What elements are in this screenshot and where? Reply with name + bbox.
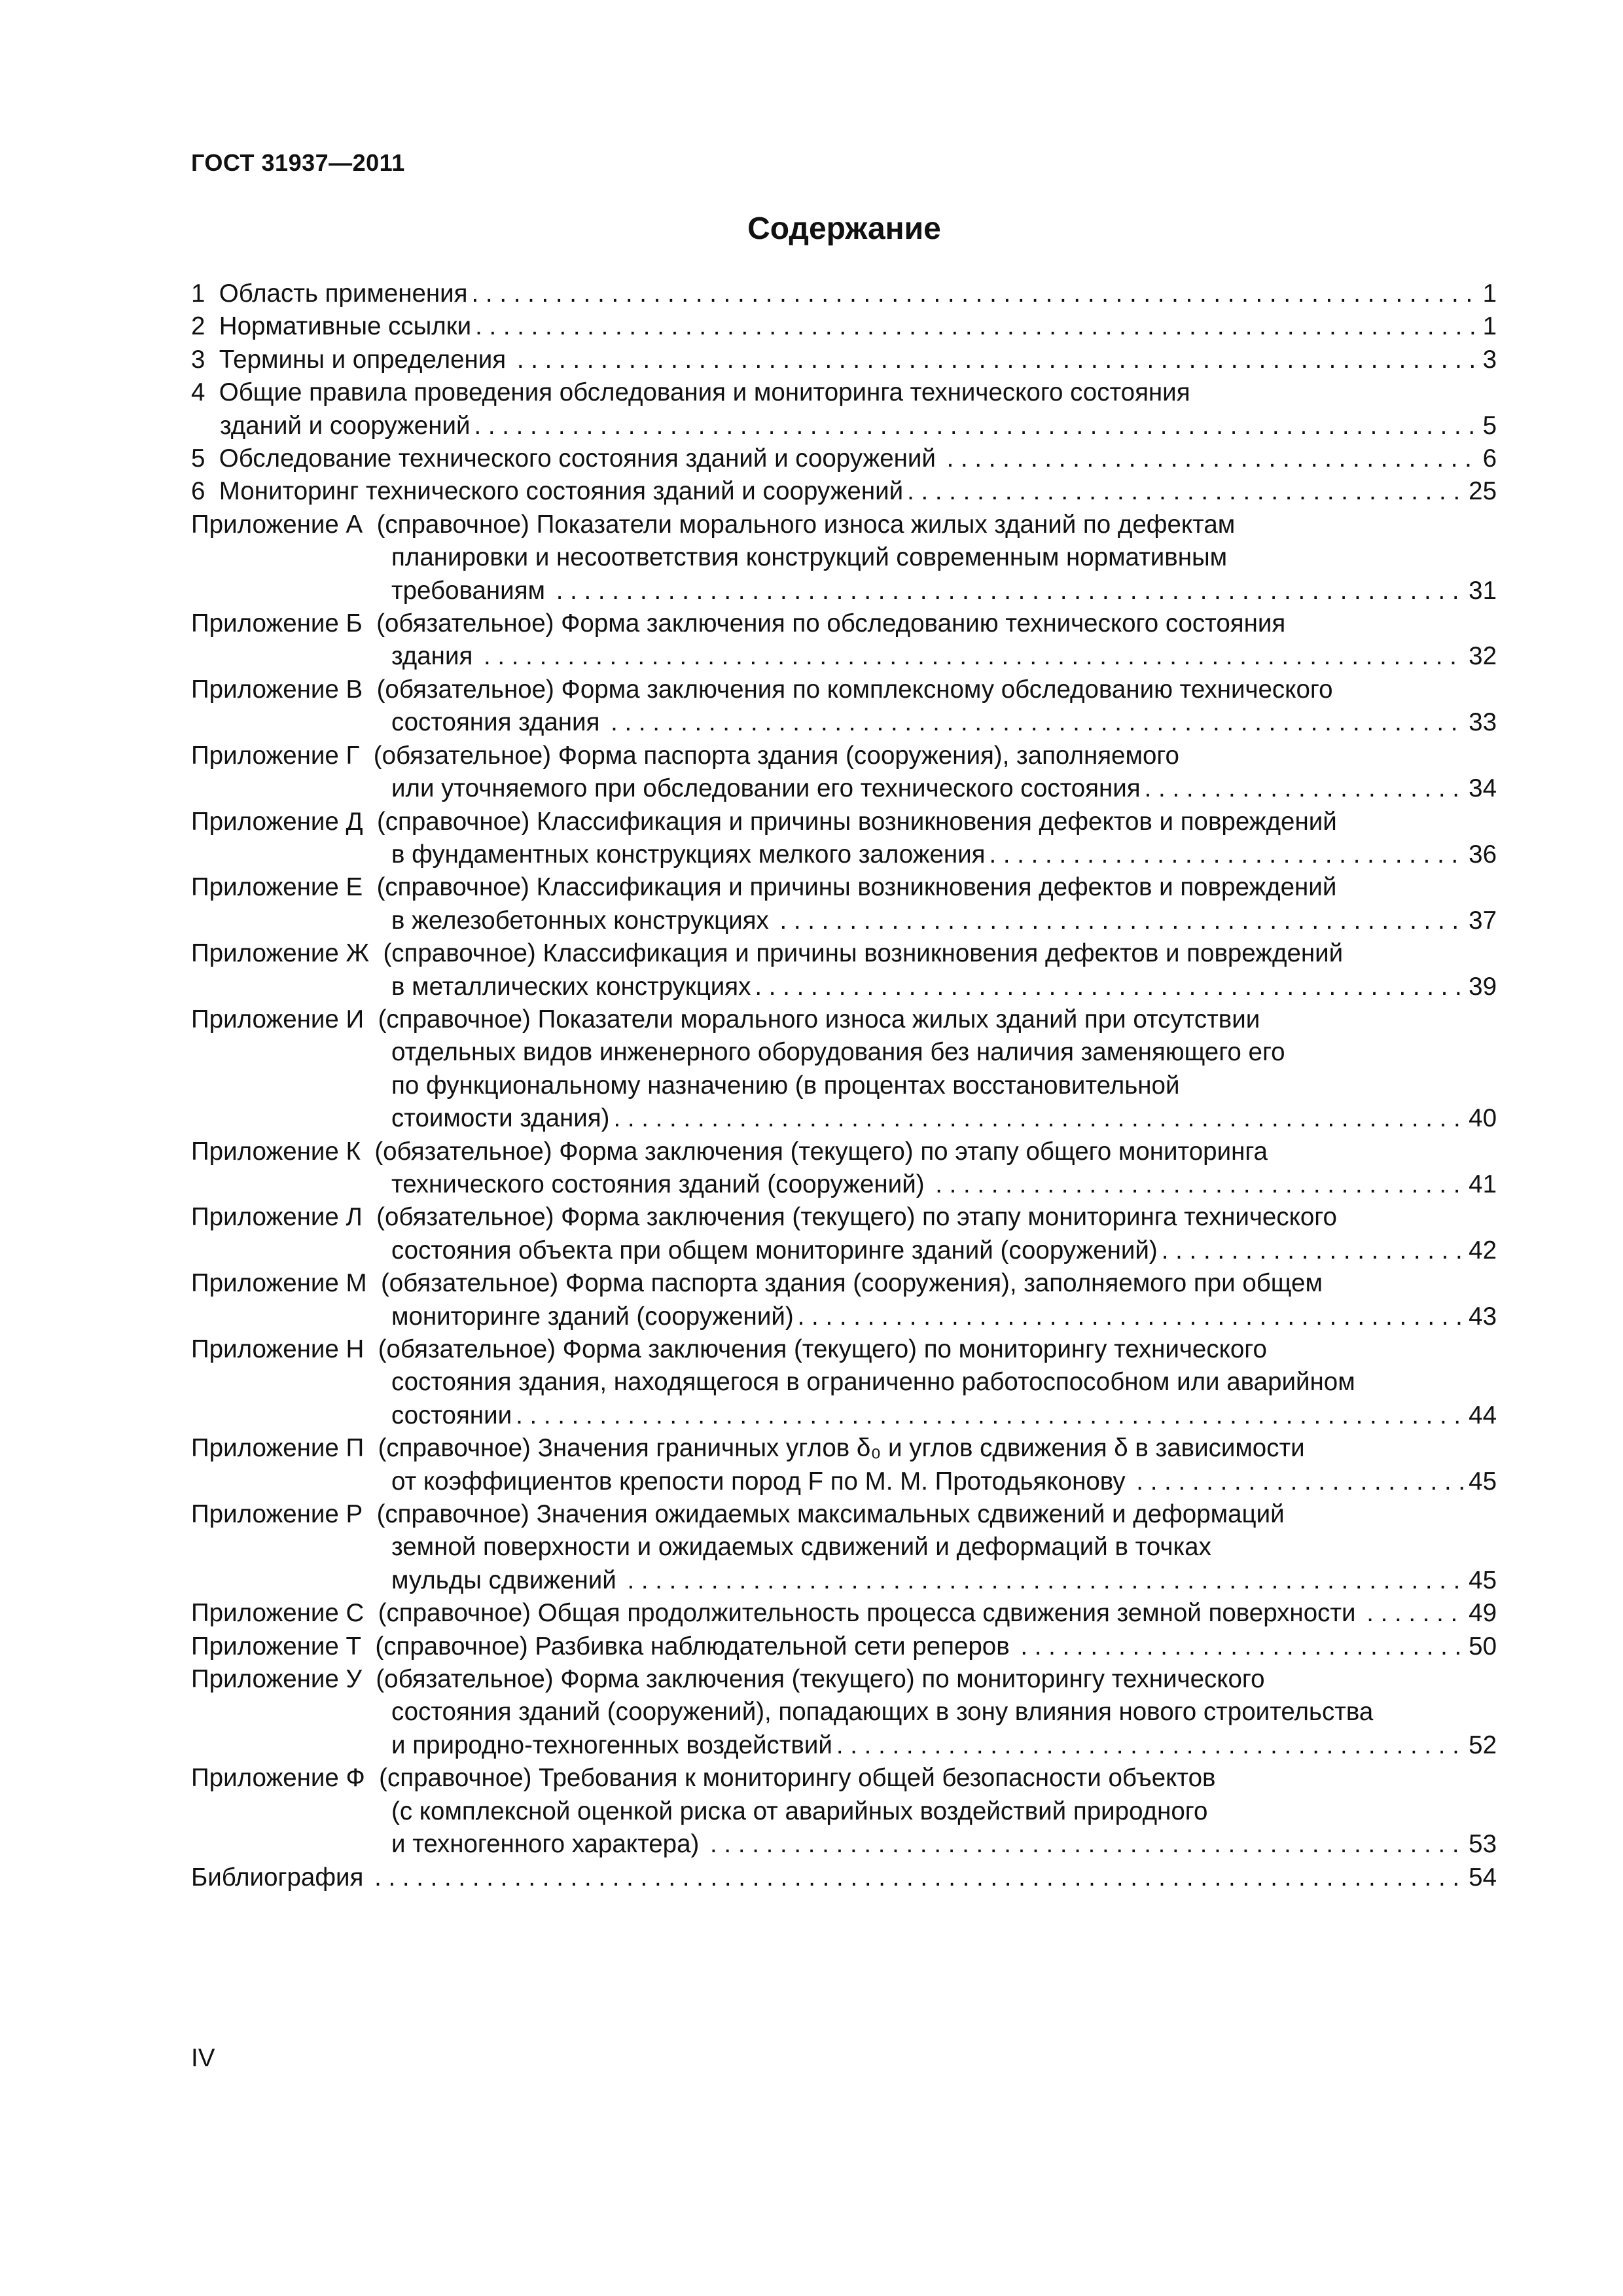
toc-leader-dots bbox=[751, 971, 1466, 1003]
toc-leader-dots bbox=[776, 905, 1466, 937]
toc-entry-text: состояния зданий (сооружений), попадающих в зону влияния нового строительства bbox=[391, 1698, 1374, 1727]
toc-entry-title bbox=[191, 673, 1497, 706]
toc-page-number: 6 bbox=[1482, 444, 1497, 473]
toc-entry-text: от коэффициентов крепости пород F по М. М. Протодьяконову bbox=[391, 1467, 1133, 1496]
toc-entry-continuation bbox=[191, 1366, 1497, 1399]
toc-entry-continuation bbox=[191, 1531, 1497, 1564]
toc-leader-dots bbox=[607, 706, 1466, 739]
toc-entry-continuation bbox=[191, 541, 1497, 574]
toc-entry[interactable] bbox=[191, 1003, 1497, 1136]
toc-leader-dots bbox=[903, 475, 1466, 508]
toc-leader-dots bbox=[931, 1168, 1466, 1201]
toc-page-number: 32 bbox=[1469, 642, 1497, 671]
toc-entry-title bbox=[191, 1267, 1497, 1300]
toc-entry-text: Приложение Е (справочное) Классификация и причины возникновения дефектов и повреждений bbox=[191, 873, 1337, 902]
toc-entry-title bbox=[191, 376, 1497, 409]
toc-entry[interactable] bbox=[191, 475, 1497, 508]
toc-leader-dots bbox=[832, 1729, 1466, 1762]
toc-entry-text: Приложение Т (справочное) Разбивка наблюдательной сети реперов bbox=[191, 1632, 1017, 1660]
toc-entry-text: в железобетонных конструкциях bbox=[391, 906, 776, 935]
toc-entry-text: Приложение К (обязательное) Форма заключения (текущего) по этапу общего мониторинга bbox=[191, 1137, 1268, 1166]
toc-entry[interactable] bbox=[191, 278, 1497, 310]
toc-page-number: 52 bbox=[1469, 1731, 1497, 1759]
toc-leader-dots bbox=[706, 1828, 1466, 1861]
toc-page-number: 36 bbox=[1469, 840, 1497, 869]
toc-page-number: 31 bbox=[1469, 576, 1497, 605]
toc-entry-continuation bbox=[191, 772, 1497, 805]
toc-entry-text: Приложение Н (обязательное) Форма заключения (текущего) по мониторингу технического bbox=[191, 1335, 1267, 1363]
toc-entry[interactable] bbox=[191, 1762, 1497, 1861]
toc-leader-dots bbox=[1132, 1465, 1466, 1498]
table-of-contents bbox=[191, 278, 1497, 1894]
toc-entry-text: Приложение С (справочное) Общая продолжительность процесса сдвижения земной поверхности bbox=[191, 1599, 1363, 1628]
toc-entry-continuation bbox=[191, 1300, 1497, 1333]
toc-entry-text: 6 Мониторинг технического состояния зданий и сооружений bbox=[191, 477, 904, 506]
toc-entry-text: 3 Термины и определения bbox=[191, 345, 513, 374]
toc-leader-dots bbox=[480, 640, 1466, 673]
toc-leader-dots bbox=[470, 410, 1480, 442]
page-title: Содержание bbox=[747, 211, 941, 246]
toc-entry-text: Приложение П (справочное) Значения граничных углов δ₀ и углов сдвижения δ в зависимости bbox=[191, 1434, 1305, 1463]
toc-entry-title bbox=[191, 607, 1497, 640]
toc-entry[interactable] bbox=[191, 344, 1497, 376]
toc-entry-continuation bbox=[191, 838, 1497, 871]
toc-entry-text: Приложение Г (обязательное) Форма паспорта здания (сооружения), заполняемого bbox=[191, 741, 1179, 770]
toc-entry-text: мониторинге зданий (сооружений) bbox=[391, 1302, 794, 1331]
toc-page-number: 5 bbox=[1482, 411, 1497, 440]
toc-entry-continuation bbox=[191, 410, 1497, 442]
toc-leader-dots bbox=[1363, 1597, 1466, 1630]
toc-entry-text: и природно-техногенных воздействий bbox=[391, 1731, 832, 1759]
toc-entry-text: Приложение В (обязательное) Форма заключения по комплексному обследованию технического bbox=[191, 675, 1333, 704]
toc-entry-title bbox=[191, 806, 1497, 838]
toc-entry-title bbox=[191, 937, 1497, 970]
toc-page-number: 33 bbox=[1469, 708, 1497, 737]
toc-entry-continuation bbox=[191, 1168, 1497, 1201]
toc-entry-continuation bbox=[191, 1036, 1497, 1069]
toc-entry-continuation bbox=[191, 575, 1497, 607]
toc-page-number: 1 bbox=[1482, 312, 1497, 341]
toc-entry-text: Приложение У (обязательное) Форма заключения (текущего) по мониторингу технического bbox=[191, 1665, 1265, 1694]
toc-entry[interactable] bbox=[191, 1267, 1497, 1333]
toc-leader-dots bbox=[985, 838, 1466, 871]
toc-entry-title bbox=[191, 1663, 1497, 1696]
toc-entry[interactable] bbox=[191, 1861, 1497, 1894]
toc-entry-title bbox=[191, 1333, 1497, 1366]
toc-page-number: 44 bbox=[1469, 1401, 1497, 1429]
toc-entry-text: 4 Общие правила проведения обследования и мониторинга технического состояния bbox=[191, 378, 1190, 407]
toc-entry-continuation bbox=[191, 971, 1497, 1003]
toc-entry-title bbox=[191, 1201, 1497, 1234]
toc-entry-continuation bbox=[191, 1564, 1497, 1597]
toc-entry-text: Приложение А (справочное) Показатели морального износа жилых зданий по дефектам bbox=[191, 510, 1236, 539]
toc-entry-text: состояния объекта при общем мониторинге зданий (сооружений) bbox=[391, 1236, 1158, 1265]
toc-page-number: 49 bbox=[1469, 1599, 1497, 1628]
toc-leader-dots bbox=[623, 1564, 1466, 1597]
toc-entry-text: Приложение М (обязательное) Форма паспорта здания (сооружения), заполняемого при общем bbox=[191, 1269, 1323, 1298]
toc-page-number: 45 bbox=[1469, 1467, 1497, 1496]
toc-entry-title bbox=[191, 1597, 1497, 1630]
toc-entry-title bbox=[191, 310, 1497, 343]
toc-entry[interactable] bbox=[191, 673, 1497, 740]
toc-entry[interactable] bbox=[191, 740, 1497, 806]
toc-entry-title bbox=[191, 1630, 1497, 1663]
toc-entry-title bbox=[191, 1432, 1497, 1465]
toc-page-number: 37 bbox=[1469, 906, 1497, 935]
toc-entry-title bbox=[191, 1498, 1497, 1531]
toc-entry-title bbox=[191, 509, 1497, 541]
toc-entry-continuation bbox=[191, 706, 1497, 739]
toc-entry[interactable] bbox=[191, 1498, 1497, 1597]
toc-page-number: 1 bbox=[1482, 279, 1497, 308]
toc-leader-dots bbox=[1141, 772, 1467, 805]
toc-entry[interactable] bbox=[191, 806, 1497, 872]
toc-entry-title bbox=[191, 1762, 1497, 1795]
toc-entry-text: по функциональному назначению (в процентах восстановительной bbox=[391, 1071, 1180, 1100]
toc-entry-text: Приложение И (справочное) Показатели морального износа жилых зданий при отсутствии bbox=[191, 1005, 1260, 1033]
toc-entry-text: отдельных видов инженерного оборудования без наличия заменяющего его bbox=[391, 1038, 1285, 1067]
toc-entry-text: Приложение Ф (справочное) Требования к мониторингу общей безопасности объектов bbox=[191, 1764, 1216, 1793]
toc-entry[interactable] bbox=[191, 1333, 1497, 1432]
toc-leader-dots bbox=[468, 278, 1480, 310]
toc-page-number: 41 bbox=[1469, 1170, 1497, 1198]
toc-entry[interactable] bbox=[191, 1597, 1497, 1630]
toc-entry-text: состоянии bbox=[391, 1401, 512, 1429]
toc-entry-title bbox=[191, 1003, 1497, 1036]
toc-entry-continuation bbox=[191, 1696, 1497, 1729]
toc-entry-text: мульды сдвижений bbox=[391, 1566, 624, 1594]
toc-leader-dots bbox=[512, 1399, 1466, 1432]
toc-entry-text: зданий и сооружений bbox=[220, 411, 471, 440]
toc-entry-text: Приложение Л (обязательное) Форма заключения (текущего) по этапу мониторинга технического bbox=[191, 1203, 1337, 1232]
toc-entry-text: Библиография bbox=[191, 1863, 371, 1892]
toc-entry-text: требованиям bbox=[391, 576, 552, 605]
toc-entry-continuation bbox=[191, 1102, 1497, 1135]
toc-leader-dots bbox=[609, 1102, 1466, 1135]
toc-entry-title bbox=[191, 278, 1497, 310]
toc-page-number: 43 bbox=[1469, 1302, 1497, 1331]
toc-entry-text: в металлических конструкциях bbox=[391, 972, 751, 1001]
toc-entry-title bbox=[191, 1136, 1497, 1168]
toc-entry-text: Приложение Д (справочное) Классификация и причины возникновения дефектов и повреждений bbox=[191, 807, 1337, 836]
toc-entry[interactable] bbox=[191, 607, 1497, 673]
toc-entry-text: или уточняемого при обследовании его технического состояния bbox=[391, 774, 1141, 803]
toc-page-number: 45 bbox=[1469, 1566, 1497, 1594]
toc-leader-dots bbox=[471, 310, 1480, 343]
toc-entry-title bbox=[191, 871, 1497, 904]
toc-page-number: 3 bbox=[1482, 345, 1497, 374]
toc-entry-text: и техногенного характера) bbox=[391, 1830, 707, 1859]
toc-entry[interactable] bbox=[191, 509, 1497, 607]
page-number: IV bbox=[191, 2044, 215, 2072]
toc-page-number: 39 bbox=[1469, 972, 1497, 1001]
toc-entry-text: 1 Область применения bbox=[191, 279, 468, 308]
toc-entry-text: Приложение Р (справочное) Значения ожидаемых максимальных сдвижений и деформаций bbox=[191, 1500, 1285, 1529]
toc-page-number: 25 bbox=[1469, 477, 1497, 506]
toc-page-number: 54 bbox=[1469, 1863, 1497, 1892]
toc-entry[interactable] bbox=[191, 376, 1497, 442]
toc-entry-text: Приложение Б (обязательное) Форма заключения по обследованию технического состояния bbox=[191, 609, 1286, 638]
toc-entry-text: здания bbox=[391, 642, 480, 671]
toc-leader-dots bbox=[1158, 1234, 1466, 1267]
toc-entry-continuation bbox=[191, 640, 1497, 673]
toc-entry[interactable] bbox=[191, 1136, 1497, 1202]
toc-entry-continuation bbox=[191, 1828, 1497, 1861]
toc-entry-continuation bbox=[191, 905, 1497, 937]
toc-entry-text: 2 Нормативные ссылки bbox=[191, 312, 472, 341]
toc-page-number: 34 bbox=[1469, 774, 1497, 803]
toc-page-number: 53 bbox=[1469, 1830, 1497, 1859]
toc-entry-continuation bbox=[191, 1234, 1497, 1267]
toc-entry-text: Приложение Ж (справочное) Классификация и причины возникновения дефектов и повреждений bbox=[191, 939, 1344, 968]
toc-entry-text: состояния здания bbox=[391, 708, 607, 737]
toc-entry-title bbox=[191, 344, 1497, 376]
toc-entry-continuation bbox=[191, 1465, 1497, 1498]
toc-entry[interactable] bbox=[191, 871, 1497, 937]
toc-entry-title bbox=[191, 475, 1497, 508]
toc-page-number: 50 bbox=[1469, 1632, 1497, 1660]
toc-entry-continuation bbox=[191, 1399, 1497, 1432]
toc-entry-title bbox=[191, 1861, 1497, 1894]
toc-leader-dots bbox=[513, 344, 1480, 376]
toc-entry-text: стоимости здания) bbox=[391, 1104, 610, 1133]
toc-entry-title bbox=[191, 740, 1497, 772]
toc-entry-text: в фундаментных конструкциях мелкого заложения bbox=[391, 840, 986, 869]
toc-entry-text: планировки и несоответствия конструкций современным нормативным bbox=[391, 543, 1228, 572]
document-header: ГОСТ 31937—2011 bbox=[191, 149, 405, 176]
toc-entry[interactable] bbox=[191, 1432, 1497, 1498]
toc-entry-continuation bbox=[191, 1795, 1497, 1828]
toc-leader-dots bbox=[370, 1861, 1466, 1894]
toc-leader-dots bbox=[943, 442, 1480, 475]
toc-page-number: 40 bbox=[1469, 1104, 1497, 1133]
toc-leader-dots bbox=[552, 575, 1466, 607]
toc-leader-dots bbox=[794, 1300, 1467, 1333]
toc-entry[interactable] bbox=[191, 1201, 1497, 1267]
toc-entry-text: состояния здания, находящегося в ограниченно работоспособном или аварийном bbox=[391, 1368, 1355, 1397]
toc-entry-title bbox=[191, 442, 1497, 475]
toc-leader-dots bbox=[1016, 1630, 1466, 1663]
toc-entry[interactable] bbox=[191, 937, 1497, 1003]
toc-entry-continuation bbox=[191, 1069, 1497, 1102]
toc-entry[interactable] bbox=[191, 1663, 1497, 1762]
toc-entry[interactable] bbox=[191, 1630, 1497, 1663]
toc-page-number: 42 bbox=[1469, 1236, 1497, 1265]
toc-entry-text: (с комплексной оценкой риска от аварийных воздействий природного bbox=[391, 1797, 1208, 1825]
toc-entry-text: земной поверхности и ожидаемых сдвижений и деформаций в точках bbox=[391, 1533, 1211, 1562]
toc-entry-continuation bbox=[191, 1729, 1497, 1762]
toc-entry[interactable] bbox=[191, 442, 1497, 475]
toc-entry-text: 5 Обследование технического состояния зданий и сооружений bbox=[191, 444, 943, 473]
toc-entry[interactable] bbox=[191, 310, 1497, 343]
toc-entry-text: технического состояния зданий (сооружений) bbox=[391, 1170, 932, 1198]
